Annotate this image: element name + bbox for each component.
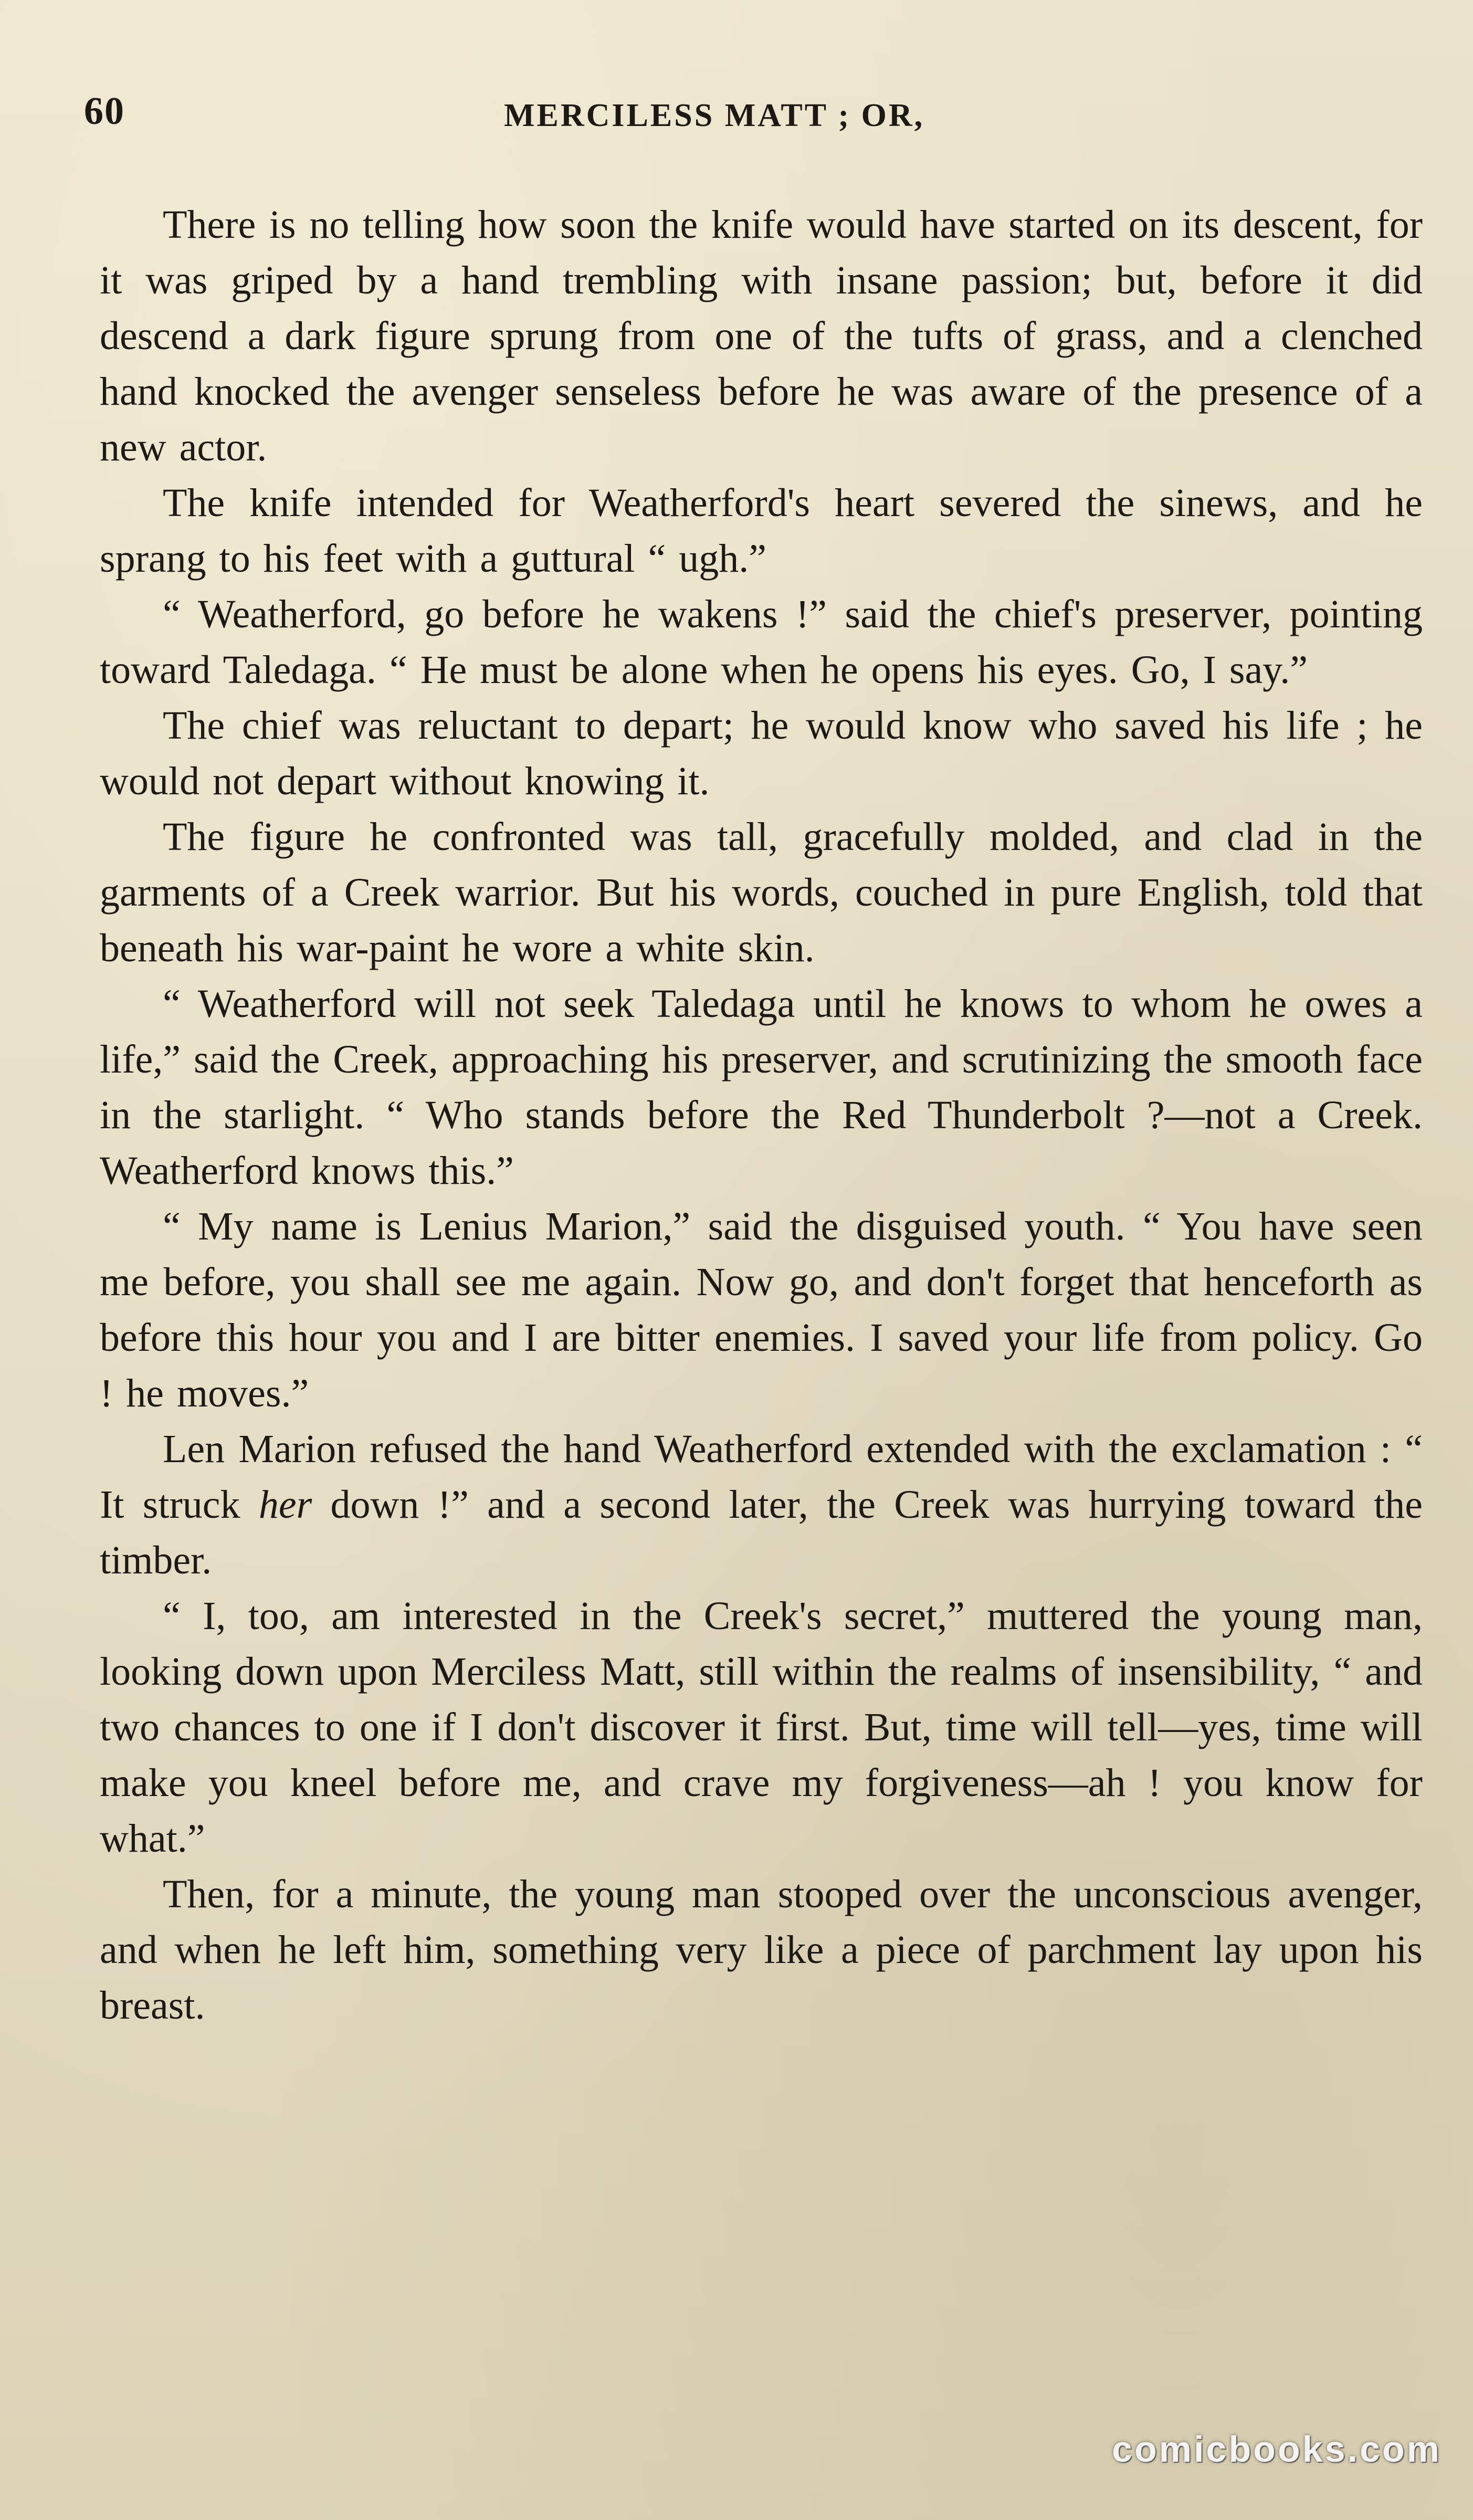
paragraph: “ Weatherford will not seek Taledaga until he knows to whom he owes a life,” said the Creek, approaching his preserver, and scrutinizing the smooth face in the starlight. “ Who stands before the Red Thunderbolt ?—not a Creek. Weatherford knows this.” <box>100 982 1423 1193</box>
paragraph: Len Marion refused the hand Weatherford extended with the exclamation : “ It struck her down !” and a second later, the Creek was hurrying toward the timber. <box>100 1427 1423 1582</box>
paragraph: “ I, too, am interested in the Creek's secret,” muttered the young man, looking down upon Merciless Matt, still within the realms of insensibility, “ and two chances to one if I don't discover it first. But, time will tell—yes, time will make you kneel before me, and crave my forgiveness—ah ! you know for what.” <box>100 1594 1423 1861</box>
watermark: comicbooks.com <box>1112 2429 1442 2470</box>
paragraph: The figure he confronted was tall, gracefully molded, and clad in the garments of a Creek warrior. But his words, couched in pure English, told that beneath his war-paint he wore a white skin. <box>100 815 1423 970</box>
paragraph: The knife intended for Weatherford's heart severed the sinews, and he sprang to his feet with a guttural “ ugh.” <box>100 481 1423 581</box>
paragraph: “ Weatherford, go before he wakens !” said the chief's preserver, pointing toward Taledaga. “ He must be alone when he opens his eyes. Go, I say.” <box>100 592 1423 692</box>
running-head: MERCILESS MATT ; OR, <box>504 98 925 133</box>
paragraph: There is no telling how soon the knife would have started on its descent, for it was griped by a hand trembling with insane passion; but, before it did descend a dark figure sprung from one of the tufts of grass, and a clenched hand knocked the avenger senseless before he was aware of the presence of a new actor. <box>100 203 1423 469</box>
paragraph: Then, for a minute, the young man stooped over the unconscious avenger, and when he left him, something very like a piece of parchment lay upon his breast. <box>100 1872 1423 2028</box>
body-text <box>100 197 1423 2033</box>
paragraph: The chief was reluctant to depart; he would know who saved his life ; he would not depart without knowing it. <box>100 704 1423 803</box>
page-number: 60 <box>84 90 125 133</box>
paragraph: “ My name is Lenius Marion,” said the disguised youth. “ You have seen me before, you shall see me again. Now go, and don't forget that henceforth as before this hour you and I are bitter enemies. I saved your life from policy. Go ! he moves.” <box>100 1204 1423 1415</box>
